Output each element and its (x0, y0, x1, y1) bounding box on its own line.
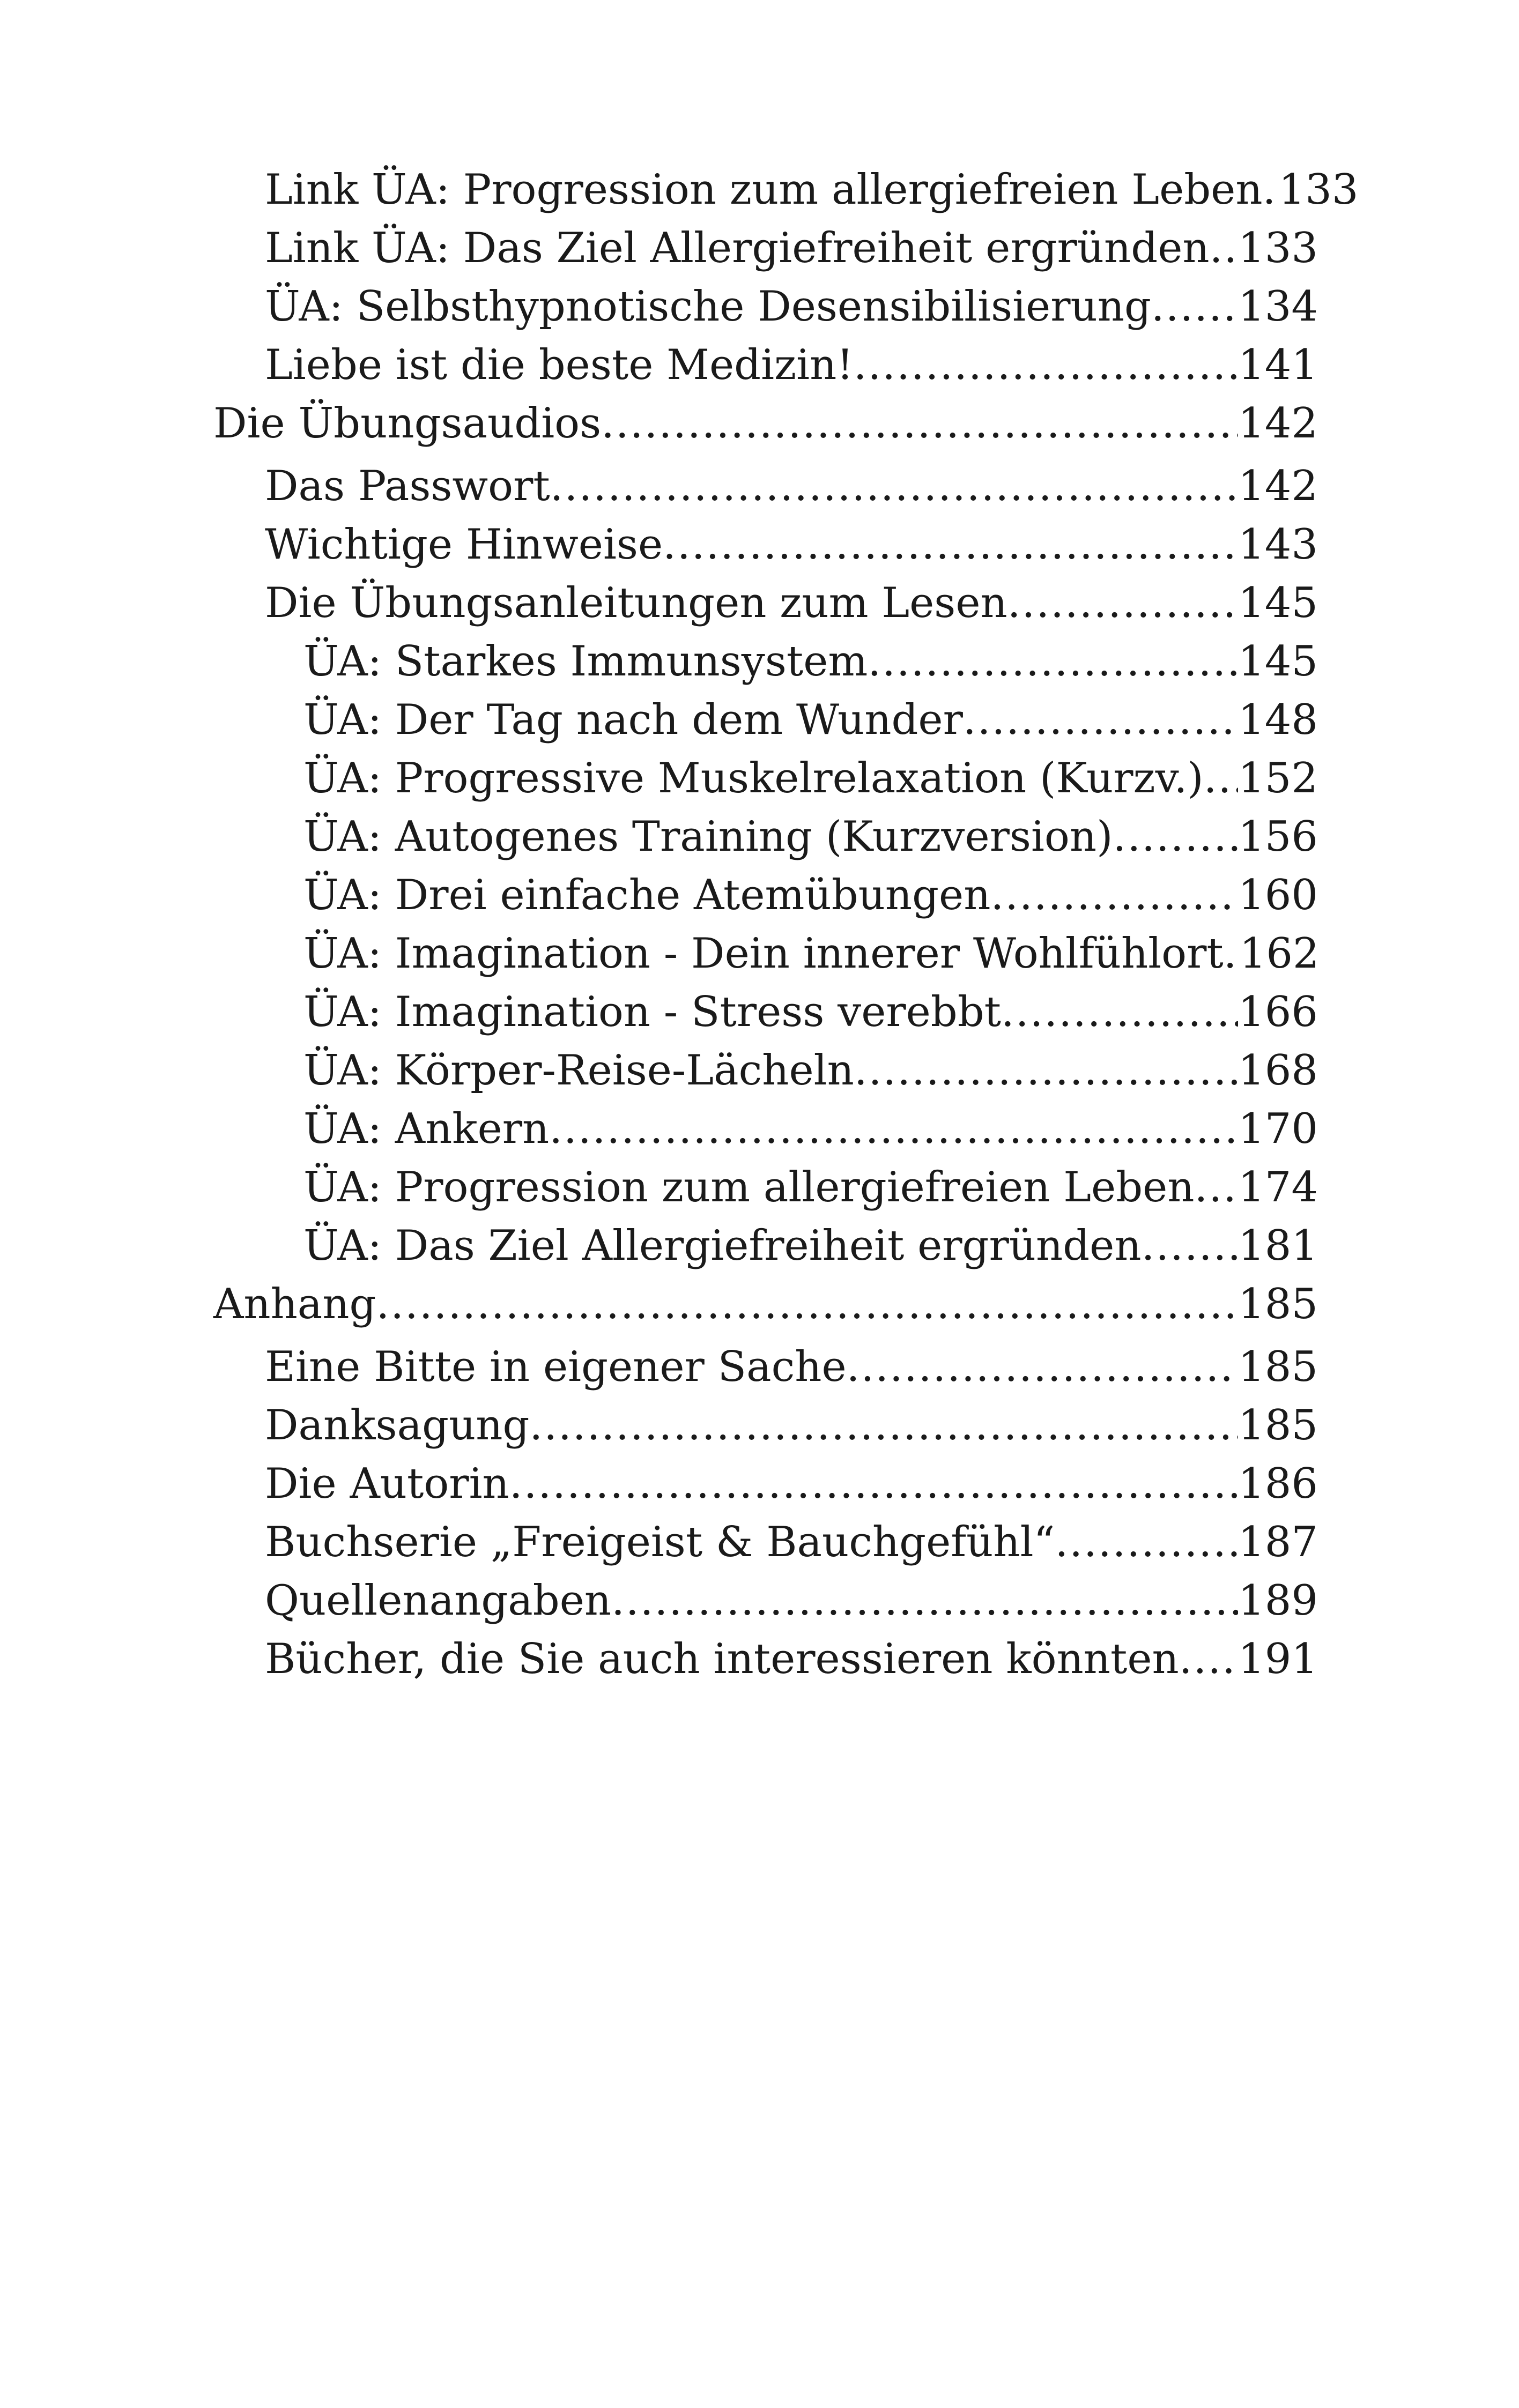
toc-page-number: 133 (1238, 224, 1318, 272)
toc-entry (213, 1630, 1318, 1689)
toc-page-number: 134 (1238, 283, 1318, 331)
toc-entry (213, 574, 1318, 633)
toc-entry (213, 1158, 1318, 1217)
toc-entry (213, 749, 1318, 808)
toc-entry (213, 866, 1318, 925)
toc-page-number: 133 (1278, 166, 1359, 214)
toc-page-number: 162 (1239, 930, 1320, 978)
toc-entry-title: Eine Bitte in eigener Sache (265, 1343, 847, 1391)
toc-entry (213, 1338, 1318, 1396)
toc-dot-leader (854, 336, 1238, 395)
toc-entry-title: ÜA: Der Tag nach dem Wunder (303, 696, 963, 744)
toc-entry-title: Bücher, die Sie auch interessieren könnten (265, 1635, 1179, 1683)
toc-entry (213, 219, 1318, 278)
toc-page-number: 174 (1238, 1163, 1318, 1212)
toc-entry (213, 691, 1318, 749)
toc-dot-leader (854, 1042, 1238, 1100)
toc-dot-leader (663, 516, 1238, 574)
toc-chapter (213, 1275, 1318, 1334)
toc-page-number: 170 (1238, 1105, 1318, 1153)
toc-entry (213, 1396, 1318, 1455)
toc-dot-leader (1113, 808, 1239, 866)
toc-entry-title: ÜA: Imagination - Stress verebbt (303, 988, 1002, 1036)
toc-entry-title: Liebe ist die beste Medizin! (265, 341, 854, 389)
toc-page-number: 142 (1238, 399, 1318, 448)
toc-entry-title: ÜA: Progressive Muskelrelaxation (Kurzv.) (303, 754, 1204, 802)
toc-entry-title: Die Übungsaudios (213, 399, 602, 448)
toc-dot-leader (847, 1338, 1238, 1396)
toc-entry-title: Anhang (213, 1280, 376, 1328)
toc-page-number: 148 (1238, 696, 1318, 744)
toc-dot-leader (1263, 161, 1279, 219)
toc-entry-title: Link ÜA: Progression zum allergiefreien Leben (265, 166, 1263, 214)
toc-dot-leader (1179, 1630, 1238, 1689)
toc-entry-title: ÜA: Starkes Immunsystem (303, 637, 868, 686)
toc-entry-title: Link ÜA: Das Ziel Allergiefreiheit ergründen (265, 224, 1210, 272)
toc-dot-leader (868, 633, 1238, 691)
toc-entry (213, 1217, 1318, 1275)
toc-dot-leader (1224, 925, 1240, 983)
toc-entry-title: Das Passwort (265, 462, 550, 510)
toc-dot-leader (1142, 1217, 1239, 1275)
toc-entry-title: Quellenangaben (265, 1577, 612, 1625)
toc-entry (213, 1100, 1318, 1158)
toc-entry (213, 1513, 1318, 1572)
toc-dot-leader (990, 866, 1238, 925)
toc-page-number: 191 (1238, 1635, 1318, 1683)
toc-page-number: 185 (1238, 1343, 1318, 1391)
toc-dot-leader (1204, 749, 1238, 808)
toc-page-number: 142 (1238, 462, 1318, 510)
toc-dot-leader (1001, 983, 1238, 1042)
toc-entry-title: ÜA: Körper-Reise-Lächeln (303, 1046, 854, 1095)
toc-entry-title: Danksagung (265, 1401, 530, 1450)
toc-page-number: 145 (1238, 579, 1318, 627)
toc-dot-leader (550, 457, 1238, 516)
toc-entry-title: ÜA: Ankern (303, 1105, 550, 1153)
toc-entry (213, 1455, 1318, 1513)
toc-dot-leader (611, 1572, 1238, 1630)
toc-entry (213, 983, 1318, 1042)
toc-entry-title: ÜA: Autogenes Training (Kurzversion) (303, 813, 1113, 861)
toc-page-number: 160 (1238, 871, 1318, 919)
toc-entry-title: Die Übungsanleitungen zum Lesen (265, 579, 1007, 627)
toc-page-number: 185 (1238, 1401, 1318, 1450)
toc-dot-leader (1210, 219, 1239, 278)
toc-dot-leader (1151, 278, 1238, 336)
toc-dot-leader (549, 1100, 1238, 1158)
toc-entry-title: ÜA: Imagination - Dein innerer Wohlfühlort (303, 930, 1224, 978)
toc-entry-title: ÜA: Selbsthypnotische Desensibilisierung (265, 283, 1151, 331)
toc-page-number: 145 (1238, 637, 1318, 686)
toc-entry-title: ÜA: Progression zum allergiefreien Leben (303, 1163, 1195, 1212)
toc-page-number: 185 (1238, 1280, 1318, 1328)
toc-page-number: 152 (1238, 754, 1318, 802)
toc-chapter (213, 395, 1318, 453)
toc-page-number: 156 (1238, 813, 1318, 861)
toc-entry-title: ÜA: Drei einfache Atemübungen (303, 871, 991, 919)
toc-page-number: 189 (1238, 1577, 1318, 1625)
toc-page-number: 168 (1238, 1046, 1318, 1095)
toc-entry-title: Buchserie „Freigeist & Bauchgefühl“ (265, 1518, 1055, 1566)
toc-dot-leader (601, 395, 1238, 453)
toc-dot-leader (1007, 574, 1238, 633)
toc-entry (213, 516, 1318, 574)
toc-entry (213, 1572, 1318, 1630)
toc-dot-leader (376, 1275, 1238, 1334)
toc-dot-leader (1055, 1513, 1238, 1572)
toc-page-number: 143 (1238, 521, 1318, 569)
toc-entry (213, 808, 1318, 866)
toc-page-number: 186 (1238, 1460, 1318, 1508)
toc-entry (213, 278, 1318, 336)
toc-page-number: 187 (1238, 1518, 1318, 1566)
toc-page-number: 181 (1238, 1222, 1318, 1270)
toc-entry-title: ÜA: Das Ziel Allergiefreiheit ergründen (303, 1222, 1142, 1270)
toc-entry (213, 336, 1318, 395)
toc-entry (213, 925, 1318, 983)
toc-entry-title: Wichtige Hinweise (265, 521, 663, 569)
toc-page-number: 141 (1238, 341, 1318, 389)
toc-entry (213, 1042, 1318, 1100)
toc-dot-leader (963, 691, 1238, 749)
toc-entry-title: Die Autorin (265, 1460, 509, 1508)
toc-entry (213, 161, 1359, 219)
table-of-contents (213, 161, 1359, 1689)
toc-entry (213, 633, 1318, 691)
toc-page-number: 166 (1238, 988, 1318, 1036)
toc-dot-leader (1195, 1158, 1239, 1217)
toc-dot-leader (509, 1455, 1238, 1513)
toc-entry (213, 457, 1318, 516)
toc-dot-leader (529, 1396, 1238, 1455)
